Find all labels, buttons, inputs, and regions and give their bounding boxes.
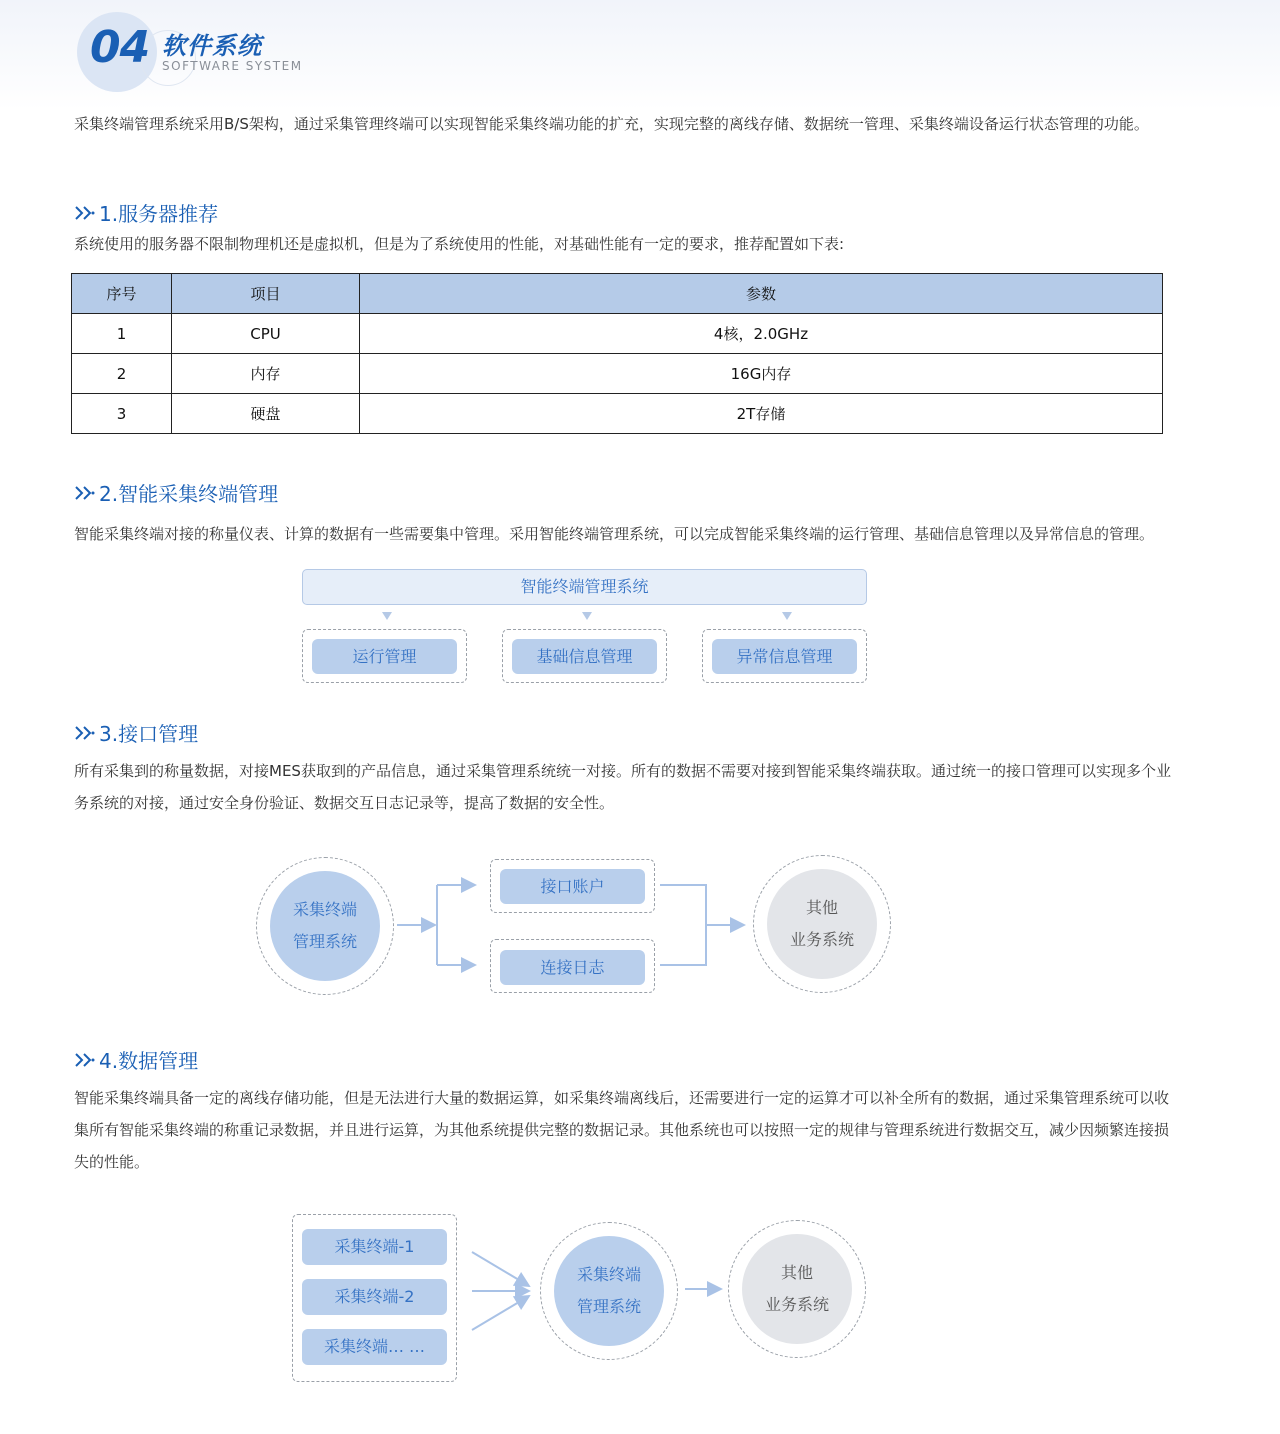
table-cell: 2T存储 [360,394,1163,434]
section2-description: 智能采集终端对接的称量仪表、计算的数据有一些需要集中管理。采用智能终端管理系统，可以完成智能采集终端的运行管理、基础信息管理以及异常信息的管理。 [74,525,1155,543]
section-heading-1 [74,198,218,227]
arrow-down-icon [782,612,792,620]
source-label-line1: 采集终端 [292,900,357,919]
section-title: 1.服务器推荐 [99,202,219,226]
center-label-line2: 管理系统 [576,1297,641,1316]
module-basic-info-management: 基础信息管理 [512,639,657,674]
table-cell: 2 [72,354,172,394]
arrow-down-icon [382,612,392,620]
intro-paragraph: 采集终端管理系统采用B/S架构，通过采集管理终端可以实现智能采集终端功能的扩充，实现完整的离线存储、数据统一管理、采集终端设备运行状态管理的功能。 [74,115,1149,133]
section-title: 3.接口管理 [99,722,199,746]
double-chevron-icon [74,1052,96,1068]
other-business-system-circle [767,869,877,979]
connection-log: 连接日志 [500,950,645,985]
table-header-row [72,274,1163,314]
terminal-item: 采集终端-2 [302,1279,447,1315]
interface-account: 接口账户 [500,869,645,904]
table-header-cell: 参数 [360,274,1163,314]
target-label-line1: 其他 [780,1263,813,1282]
table-cell: 1 [72,314,172,354]
management-system-circle [554,1236,664,1346]
table-cell: 内存 [172,354,360,394]
table-header-cell: 序号 [72,274,172,314]
table-cell: 16G内存 [360,354,1163,394]
table-row [72,314,1163,354]
section-heading-3 [74,718,198,747]
terminal-item: 采集终端-1 [302,1229,447,1265]
terminal-item: 采集终端… … [302,1329,447,1365]
target-label-line1: 其他 [805,898,838,917]
section-number: 04 [90,22,150,73]
table-cell: CPU [172,314,360,354]
table-row [72,394,1163,434]
section1-description: 系统使用的服务器不限制物理机还是虚拟机，但是为了系统使用的性能，对基础性能有一定的要求，推荐配置如下表: [74,235,845,253]
target-label-line2: 业务系统 [764,1295,829,1314]
table-cell: 4核，2.0GHz [360,314,1163,354]
table-cell: 硬盘 [172,394,360,434]
server-spec-table [71,273,1163,434]
section3-description: 所有采集到的称量数据，对接MES获取到的产品信息，通过采集管理系统统一对接。所有的数据不需要对接到智能采集终端获取。通过统一的接口管理可以实现多个业务系统的对接，通过安全身份验证、数据交互日志记录等，提高了数据的安全性。 [74,762,1171,812]
module-exception-info-management: 异常信息管理 [712,639,857,674]
page-subtitle: SOFTWARE SYSTEM [162,59,303,73]
center-label-line1: 采集终端 [576,1265,641,1284]
section-heading-4 [74,1045,198,1074]
source-system-circle [270,871,380,981]
source-label-line2: 管理系统 [292,932,357,951]
other-business-system-circle [742,1234,852,1344]
section-title: 2.智能采集终端管理 [99,482,279,506]
section-heading-2 [74,478,278,507]
target-label-line2: 业务系统 [789,930,854,949]
section-title: 4.数据管理 [99,1049,199,1073]
module-run-management: 运行管理 [312,639,457,674]
table-cell: 3 [72,394,172,434]
double-chevron-icon [74,205,96,221]
page-title: 软件系统 [162,32,262,60]
double-chevron-icon [74,485,96,501]
arrow-down-icon [582,612,592,620]
double-chevron-icon [74,725,96,741]
table-header-cell: 项目 [172,274,360,314]
section4-description: 智能采集终端具备一定的离线存储功能，但是无法进行大量的数据运算，如采集终端离线后，还需要进行一定的运算才可以补全所有的数据，通过采集管理系统可以收集所有智能采集终端的称重记录数据，并且进行运算，为其他系统提供完整的数据记录。其他系统也可以按照一定的规律与管理系统进行数据交互，减少因频繁连接损失的性能。 [74,1089,1170,1171]
table-row [72,354,1163,394]
terminal-management-system-bar: 智能终端管理系统 [302,569,867,605]
